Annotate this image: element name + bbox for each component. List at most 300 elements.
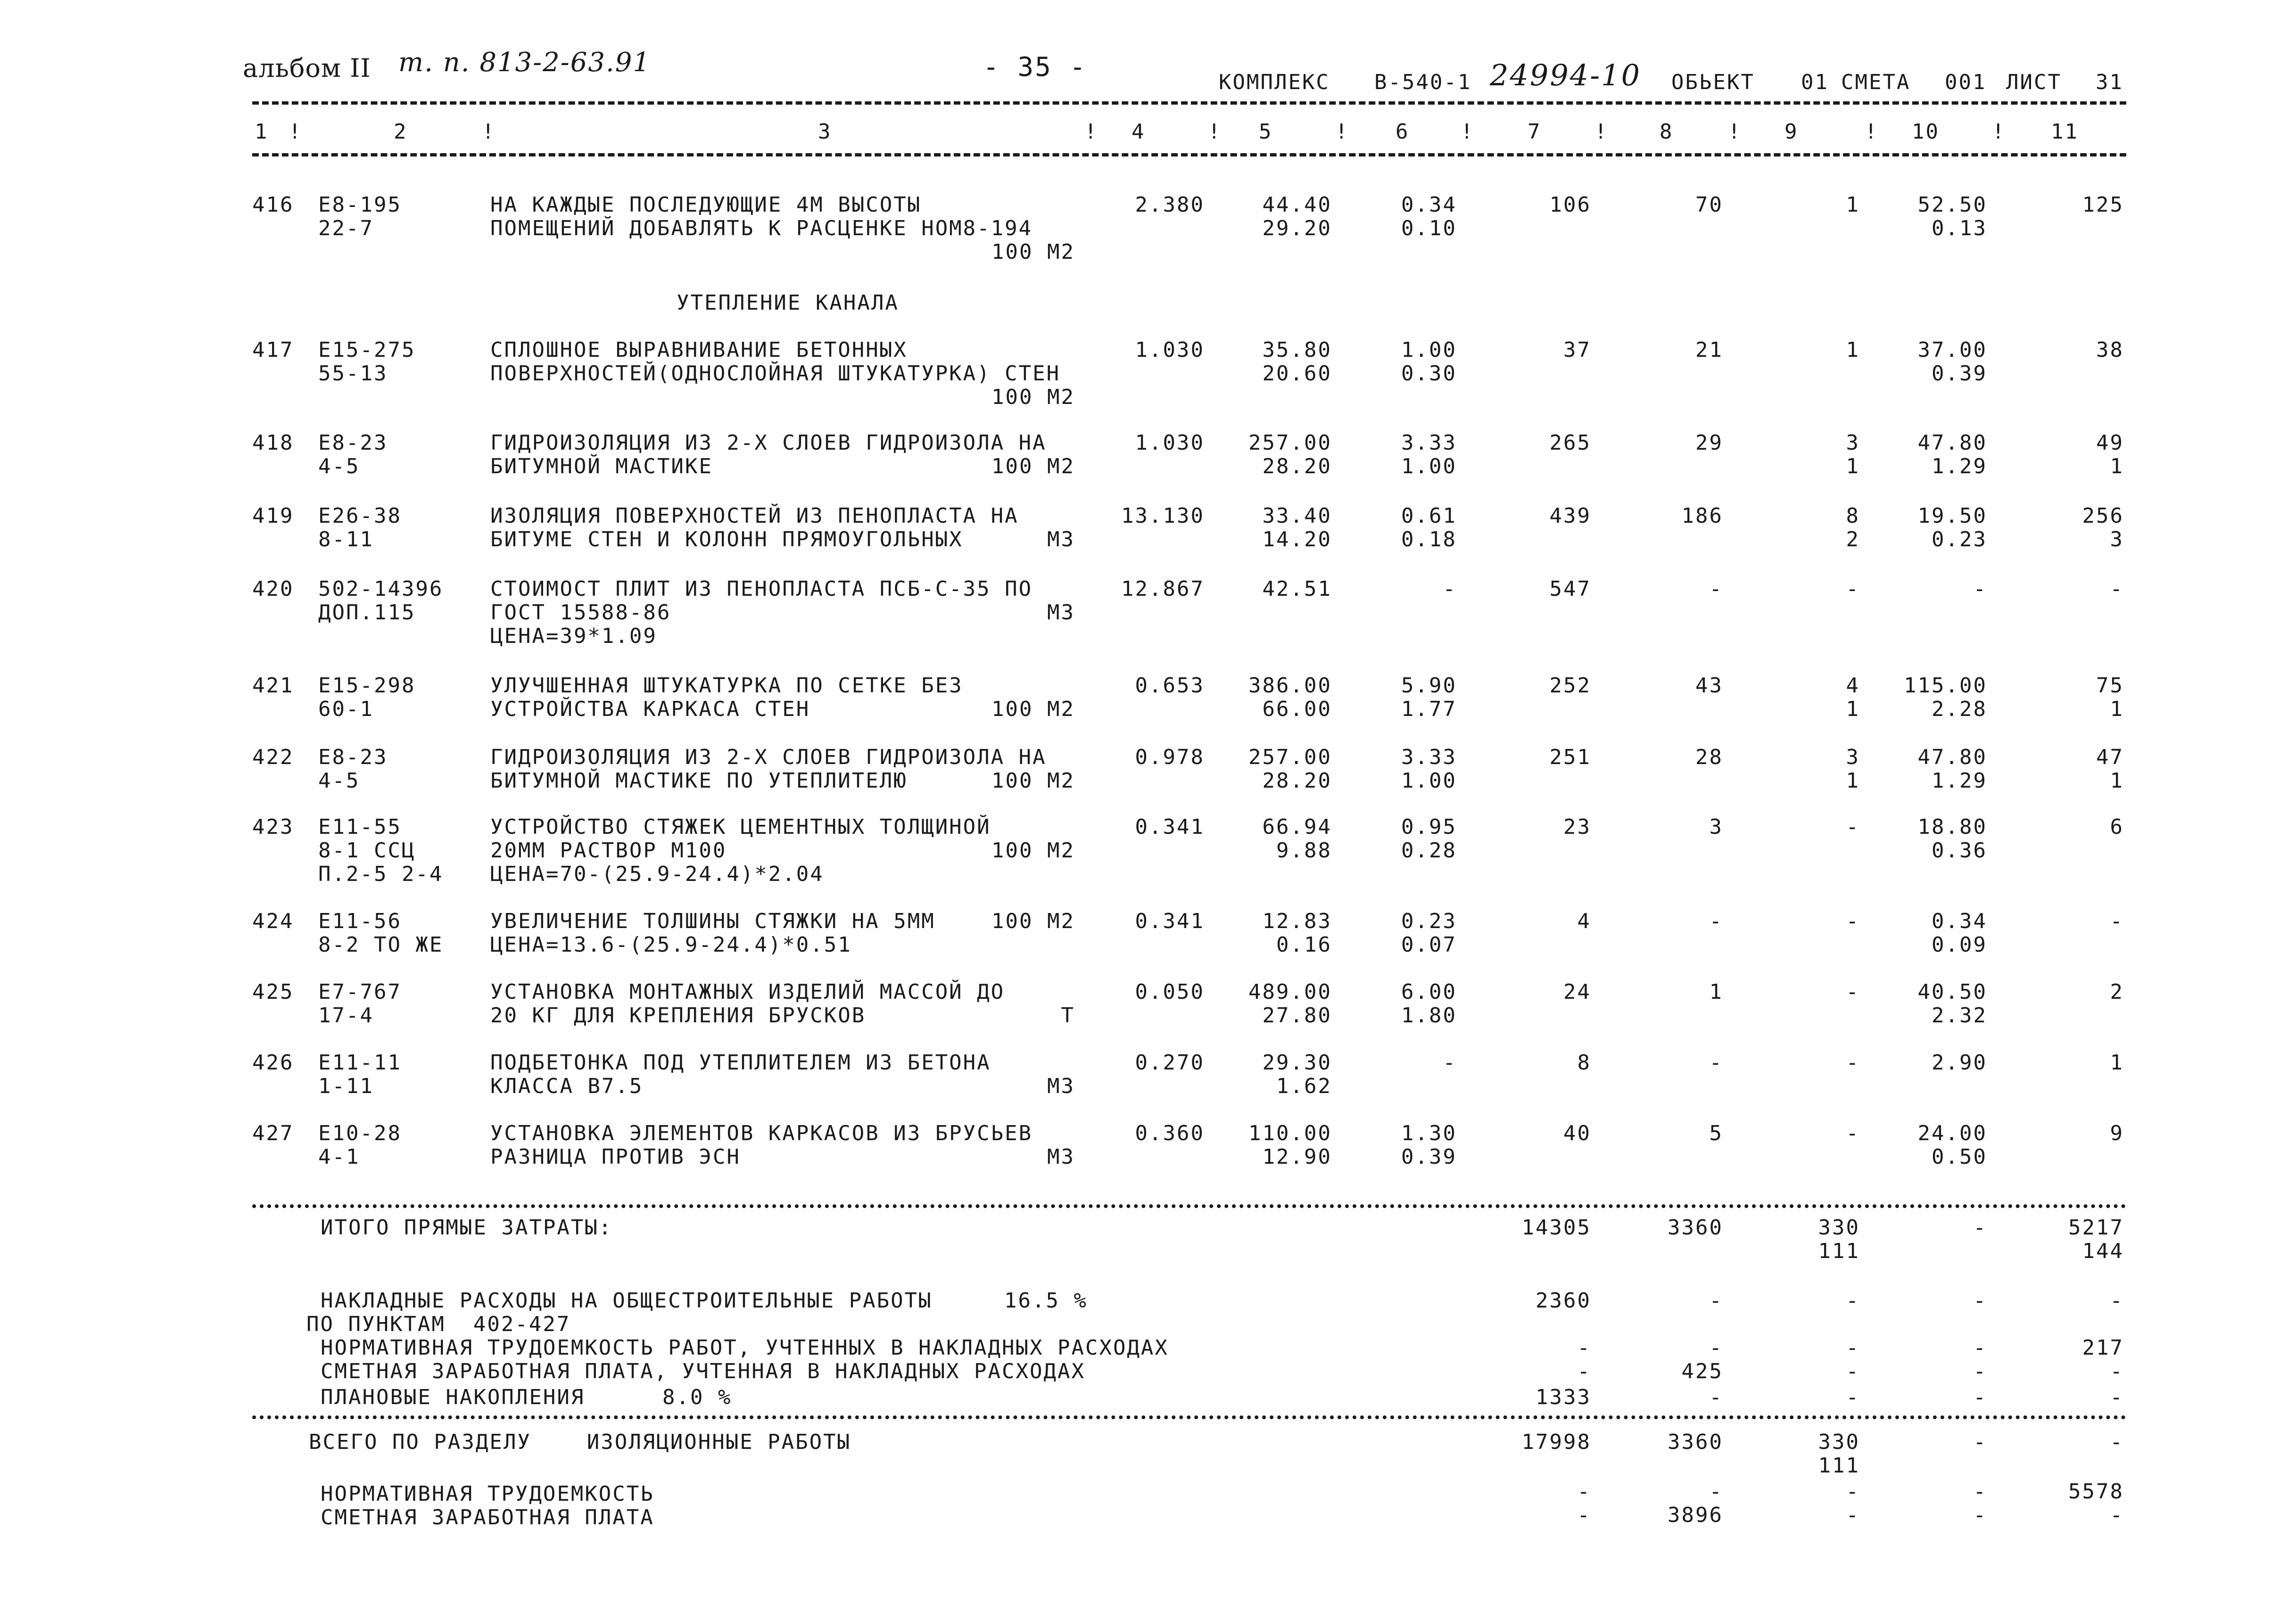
wage-c8: 3896 bbox=[1668, 1503, 1723, 1527]
column-separator: ! bbox=[1992, 120, 2006, 144]
row-col7: 547 bbox=[1549, 577, 1591, 601]
row-col9: - bbox=[1846, 577, 1860, 601]
row-col7: 265 bbox=[1549, 431, 1591, 455]
row-col8: - bbox=[1709, 909, 1723, 933]
row-col9: - bbox=[1846, 815, 1860, 839]
row-col5: 489.00 bbox=[1248, 980, 1332, 1004]
kompleks-value: В-540-1 bbox=[1374, 70, 1472, 94]
row-col6: 5.90 bbox=[1401, 674, 1457, 698]
row-unit: 100 М2 bbox=[991, 385, 1075, 409]
row-col11: 256 bbox=[2082, 504, 2124, 528]
row-col7: 8 bbox=[1577, 1051, 1591, 1075]
row-col6: 0.18 bbox=[1401, 527, 1457, 551]
direct-costs-c8: 3360 bbox=[1668, 1216, 1723, 1240]
row-unit: М3 bbox=[1047, 600, 1075, 625]
row-col6: 1.00 bbox=[1401, 454, 1457, 478]
list-label: ЛИСТ bbox=[2006, 70, 2062, 94]
row-description: БИТУМНОЙ МАСТИКЕ bbox=[490, 454, 713, 478]
row-description: УСТРОЙСТВО СТЯЖЕК ЦЕМЕНТНЫХ ТОЛЩИНОЙ bbox=[490, 815, 991, 839]
column-number-6: 6 bbox=[1396, 120, 1410, 144]
row-code: 8-11 bbox=[318, 527, 374, 551]
row-col10: 52.50 bbox=[1917, 193, 1987, 217]
column-number-9: 9 bbox=[1784, 120, 1799, 144]
norm-labor-overhead-c9: - bbox=[1846, 1336, 1860, 1360]
row-quantity: 12.867 bbox=[1121, 577, 1205, 601]
row-col6: 1.80 bbox=[1401, 1003, 1457, 1028]
row-col9: - bbox=[1846, 1051, 1860, 1075]
row-col9: 2 bbox=[1846, 527, 1860, 551]
row-col11: 1 bbox=[2110, 454, 2124, 478]
row-col5: 12.90 bbox=[1262, 1145, 1332, 1169]
list-value: 31 bbox=[2096, 70, 2123, 94]
row-col9: 8 bbox=[1846, 504, 1860, 528]
column-number-8: 8 bbox=[1660, 120, 1674, 144]
row-col6: 0.39 bbox=[1401, 1145, 1457, 1169]
row-col5: 20.60 bbox=[1262, 362, 1332, 386]
column-number-7: 7 bbox=[1528, 120, 1542, 144]
row-code: 17-4 bbox=[318, 1003, 374, 1028]
row-col5: 386.00 bbox=[1248, 674, 1332, 698]
row-col5: 27.80 bbox=[1262, 1003, 1332, 1028]
row-col6: 3.33 bbox=[1401, 745, 1457, 769]
overhead-label: НАКЛАДНЫЕ РАСХОДЫ НА ОБЩЕСТРОИТЕЛЬНЫЕ РАБОТЫ bbox=[321, 1289, 933, 1313]
row-col5: 42.51 bbox=[1262, 577, 1332, 601]
row-col8: 28 bbox=[1695, 745, 1723, 769]
section-total-c11: - bbox=[2110, 1430, 2124, 1454]
row-col5: 12.83 bbox=[1262, 909, 1332, 933]
row-col5: 14.20 bbox=[1262, 527, 1332, 551]
row-unit: М3 bbox=[1047, 1145, 1075, 1169]
planned-c8: - bbox=[1709, 1385, 1723, 1409]
row-description: НА КАЖДЫЕ ПОСЛЕДУЮЩИЕ 4М ВЫСОТЫ bbox=[490, 193, 922, 217]
row-description: СТОИМОСТ ПЛИТ ИЗ ПЕНОПЛАСТА ПСБ-С-35 ПО bbox=[490, 577, 1033, 601]
row-col5: 35.80 bbox=[1262, 338, 1332, 362]
row-number: 423 bbox=[252, 815, 294, 839]
row-description: БИТУМЕ СТЕН И КОЛОНН ПРЯМОУГОЛЬНЫХ bbox=[490, 527, 963, 551]
row-col6: 0.95 bbox=[1401, 815, 1457, 839]
row-col10: 0.34 bbox=[1932, 909, 1987, 933]
row-col8: 43 bbox=[1695, 674, 1723, 698]
row-description: УСТАНОВКА ЭЛЕМЕНТОВ КАРКАСОВ ИЗ БРУСЬЕВ bbox=[490, 1121, 1033, 1145]
row-quantity: 0.341 bbox=[1135, 909, 1205, 933]
planned-c10: - bbox=[1973, 1385, 1987, 1409]
row-col8: 21 bbox=[1695, 338, 1723, 362]
row-code: Е11-55 bbox=[318, 815, 402, 839]
wage-overhead-c8: 425 bbox=[1681, 1359, 1723, 1383]
row-col5: 257.00 bbox=[1248, 431, 1332, 455]
row-col11: 9 bbox=[2110, 1121, 2124, 1145]
album-label: альбом II bbox=[243, 53, 371, 83]
column-number-3: 3 bbox=[818, 120, 832, 144]
row-code: Е8-23 bbox=[318, 431, 388, 455]
column-separator: ! bbox=[1084, 120, 1098, 144]
row-col5: 257.00 bbox=[1248, 745, 1332, 769]
norm-labor-c7: - bbox=[1577, 1480, 1591, 1504]
wage-overhead-c9: - bbox=[1846, 1359, 1860, 1383]
row-quantity: 13.130 bbox=[1121, 504, 1205, 528]
column-separator: ! bbox=[1594, 120, 1609, 144]
section-total-c9: 111 bbox=[1818, 1454, 1860, 1478]
row-col7: 23 bbox=[1563, 815, 1591, 839]
row-description: УСТРОЙСТВА КАРКАСА СТЕН bbox=[490, 697, 810, 721]
row-unit: М3 bbox=[1047, 527, 1075, 551]
row-quantity: 1.030 bbox=[1135, 431, 1205, 455]
row-col10: 0.13 bbox=[1932, 216, 1987, 240]
direct-costs-c9: 330 bbox=[1818, 1216, 1860, 1240]
norm-labor-overhead-c8: - bbox=[1709, 1336, 1723, 1360]
row-col9: 1 bbox=[1846, 697, 1860, 721]
header-top-rule bbox=[252, 101, 2126, 105]
row-col9: 1 bbox=[1846, 193, 1860, 217]
planned-label: ПЛАНОВЫЕ НАКОПЛЕНИЯ bbox=[321, 1385, 585, 1409]
norm-labor-c9: - bbox=[1846, 1480, 1860, 1504]
row-col10: 0.36 bbox=[1932, 839, 1987, 863]
row-number: 424 bbox=[252, 909, 294, 933]
planned-c11: - bbox=[2110, 1385, 2124, 1409]
row-col6: 1.00 bbox=[1401, 338, 1457, 362]
row-quantity: 0.978 bbox=[1135, 745, 1205, 769]
row-code: Е15-275 bbox=[318, 338, 416, 362]
row-description: ПОДБЕТОНКА ПОД УТЕПЛИТЕЛЕМ ИЗ БЕТОНА bbox=[490, 1051, 991, 1075]
row-col6: - bbox=[1443, 577, 1457, 601]
column-separator: ! bbox=[1208, 120, 1222, 144]
row-code: 8-1 ССЦ bbox=[318, 839, 416, 863]
planned-c9: - bbox=[1846, 1385, 1860, 1409]
row-code: 4-5 bbox=[318, 454, 360, 478]
kompleks-label: КОМПЛЕКС bbox=[1219, 70, 1330, 94]
row-code: 60-1 bbox=[318, 697, 374, 721]
row-col9: - bbox=[1846, 980, 1860, 1004]
row-col11: 1 bbox=[2110, 769, 2124, 793]
row-description: ПОМЕЩЕНИЙ ДОБАВЛЯТЬ К РАСЦЕНКЕ НОМ8-194 bbox=[490, 216, 1033, 240]
section-total-c9: 330 bbox=[1818, 1430, 1860, 1454]
row-description: УСТАНОВКА МОНТАЖНЫХ ИЗДЕЛИЙ МАССОЙ ДО bbox=[490, 980, 1005, 1004]
row-quantity: 0.050 bbox=[1135, 980, 1205, 1004]
row-col10: - bbox=[1973, 577, 1987, 601]
row-quantity: 2.380 bbox=[1135, 193, 1205, 217]
row-col9: 4 bbox=[1846, 674, 1860, 698]
column-separator: ! bbox=[482, 120, 496, 144]
row-code: 55-13 bbox=[318, 362, 388, 386]
direct-costs-c7: 14305 bbox=[1521, 1216, 1591, 1240]
row-col6: 6.00 bbox=[1401, 980, 1457, 1004]
row-col7: 40 bbox=[1563, 1121, 1591, 1145]
row-description: ПОВЕРХНОСТЕЙ(ОДНОСЛОЙНАЯ ШТУКАТУРКА) СТЕН bbox=[490, 362, 1061, 386]
header-bottom-rule bbox=[252, 153, 2126, 156]
row-code: П.2-5 2-4 bbox=[318, 862, 444, 886]
row-col10: 2.32 bbox=[1932, 1003, 1987, 1028]
column-separator: ! bbox=[1728, 120, 1742, 144]
smeta-value: 001 bbox=[1945, 70, 1987, 94]
norm-labor-overhead-label: НОРМАТИВНАЯ ТРУДОЕМКОСТЬ РАБОТ, УЧТЕННЫХ В НАКЛАДНЫХ РАСХОДАХ bbox=[321, 1336, 1169, 1360]
row-col10: 37.00 bbox=[1917, 338, 1987, 362]
overhead-c11: - bbox=[2110, 1289, 2124, 1313]
row-col7: 251 bbox=[1549, 745, 1591, 769]
norm-labor-c11: 5578 bbox=[2068, 1480, 2124, 1504]
row-col6: 3.33 bbox=[1401, 431, 1457, 455]
row-col8: 5 bbox=[1709, 1121, 1723, 1145]
row-quantity: 0.360 bbox=[1135, 1121, 1205, 1145]
row-col5: 66.00 bbox=[1262, 697, 1332, 721]
norm-labor-c8: - bbox=[1709, 1480, 1723, 1504]
row-number: 418 bbox=[252, 431, 294, 455]
album-handwritten-number: т. п. 813-2-63.91 bbox=[398, 47, 651, 78]
row-col6: 0.10 bbox=[1401, 216, 1457, 240]
row-description: ИЗОЛЯЦИЯ ПОВЕРХНОСТЕЙ ИЗ ПЕНОПЛАСТА НА bbox=[490, 504, 1019, 528]
row-col8: 70 bbox=[1695, 193, 1723, 217]
overhead-c7: 2360 bbox=[1536, 1289, 1591, 1313]
row-col5: 1.62 bbox=[1276, 1074, 1332, 1098]
row-col9: 1 bbox=[1846, 769, 1860, 793]
row-number: 420 bbox=[252, 577, 294, 601]
row-col6: 1.30 bbox=[1401, 1121, 1457, 1145]
direct-costs-c10: - bbox=[1973, 1216, 1987, 1240]
row-number: 417 bbox=[252, 338, 294, 362]
row-unit: М3 bbox=[1047, 1074, 1075, 1098]
row-number: 422 bbox=[252, 745, 294, 769]
row-col10: 18.80 bbox=[1917, 815, 1987, 839]
wage-label: СМЕТНАЯ ЗАРАБОТНАЯ ПЛАТА bbox=[321, 1505, 654, 1530]
row-col10: 0.50 bbox=[1932, 1145, 1987, 1169]
row-description: БИТУМНОЙ МАСТИКЕ ПО УТЕПЛИТЕЛЮ bbox=[490, 769, 908, 793]
row-description: КЛАССА В7.5 bbox=[490, 1074, 644, 1098]
row-description: ЦЕНА=13.6-(25.9-24.4)*0.51 bbox=[490, 933, 852, 957]
smeta-label: СМЕТА bbox=[1841, 70, 1911, 94]
wage-c9: - bbox=[1846, 1503, 1860, 1527]
row-col11: 1 bbox=[2110, 1051, 2124, 1075]
row-col8: - bbox=[1709, 577, 1723, 601]
row-unit: 100 М2 bbox=[991, 909, 1075, 933]
row-description: ГИДРОИЗОЛЯЦИЯ ИЗ 2-Х СЛОЕВ ГИДРОИЗОЛА НА bbox=[490, 431, 1047, 455]
row-col6: 0.30 bbox=[1401, 362, 1457, 386]
direct-costs-c9: 111 bbox=[1818, 1239, 1860, 1263]
row-description: РАЗНИЦА ПРОТИВ ЭСН bbox=[490, 1145, 741, 1169]
page-number: - 35 - bbox=[983, 52, 1087, 82]
row-unit: 100 М2 bbox=[991, 697, 1075, 721]
row-unit: 100 М2 bbox=[991, 839, 1075, 863]
section-total-label: ВСЕГО ПО РАЗДЕЛУ ИЗОЛЯЦИОННЫЕ РАБОТЫ bbox=[309, 1430, 851, 1454]
row-col11: 47 bbox=[2096, 745, 2124, 769]
row-col5: 44.40 bbox=[1262, 193, 1332, 217]
planned-c7: 1333 bbox=[1536, 1385, 1591, 1409]
row-col5: 29.20 bbox=[1262, 216, 1332, 240]
row-code: Е7-767 bbox=[318, 980, 402, 1004]
row-col11: 38 bbox=[2096, 338, 2124, 362]
row-col6: 0.61 bbox=[1401, 504, 1457, 528]
row-description: ГОСТ 15588-86 bbox=[490, 600, 671, 625]
row-description: СПЛОШНОЕ ВЫРАВНИВАНИЕ БЕТОННЫХ bbox=[490, 338, 908, 362]
row-col11: 125 bbox=[2082, 193, 2124, 217]
direct-costs-label: ИТОГО ПРЯМЫЕ ЗАТРАТЫ: bbox=[321, 1216, 613, 1240]
row-unit: Т bbox=[1061, 1003, 1075, 1028]
row-code: Е10-28 bbox=[318, 1121, 402, 1145]
row-unit: 100 М2 bbox=[991, 769, 1075, 793]
column-separator: ! bbox=[1461, 120, 1475, 144]
totals-top-rule bbox=[252, 1204, 2126, 1208]
column-number-2: 2 bbox=[394, 120, 408, 144]
section-total-c8: 3360 bbox=[1668, 1430, 1723, 1454]
row-col6: 0.28 bbox=[1401, 839, 1457, 863]
overhead-items: ПО ПУНКТАМ 402-427 bbox=[306, 1312, 571, 1336]
row-code: 502-14396 bbox=[318, 577, 444, 601]
row-col9: 1 bbox=[1846, 338, 1860, 362]
row-col6: 0.34 bbox=[1401, 193, 1457, 217]
row-col5: 66.94 bbox=[1262, 815, 1332, 839]
norm-labor-label: НОРМАТИВНАЯ ТРУДОЕМКОСТЬ bbox=[321, 1482, 654, 1506]
section-total-rule bbox=[252, 1415, 2126, 1419]
row-col6: 0.23 bbox=[1401, 909, 1457, 933]
norm-labor-overhead-c7: - bbox=[1577, 1336, 1591, 1360]
row-number: 426 bbox=[252, 1051, 294, 1075]
row-unit: 100 М2 bbox=[991, 454, 1075, 478]
column-separator: ! bbox=[289, 120, 303, 144]
row-description: УВЕЛИЧЕНИЕ ТОЛШИНЫ СТЯЖКИ НА 5ММ bbox=[490, 909, 935, 933]
row-col8: 3 bbox=[1709, 815, 1723, 839]
row-col8: 1 bbox=[1709, 980, 1723, 1004]
row-col6: 0.07 bbox=[1401, 933, 1457, 957]
row-col10: 1.29 bbox=[1932, 454, 1987, 478]
row-col7: 37 bbox=[1563, 338, 1591, 362]
row-col7: 252 bbox=[1549, 674, 1591, 698]
overhead-c8: - bbox=[1709, 1289, 1723, 1313]
kompleks-handwritten: 24994-10 bbox=[1490, 58, 1642, 92]
row-code: Е26-38 bbox=[318, 504, 402, 528]
wage-c10: - bbox=[1973, 1503, 1987, 1527]
row-col7: 106 bbox=[1549, 193, 1591, 217]
row-col11: - bbox=[2110, 909, 2124, 933]
row-description: УЛУЧШЕННАЯ ШТУКАТУРКА ПО СЕТКЕ БЕЗ bbox=[490, 674, 963, 698]
row-col10: 0.23 bbox=[1932, 527, 1987, 551]
row-col7: 439 bbox=[1549, 504, 1591, 528]
wage-overhead-c11: - bbox=[2110, 1359, 2124, 1383]
row-col8: 29 bbox=[1695, 431, 1723, 455]
norm-labor-overhead-c10: - bbox=[1973, 1336, 1987, 1360]
planned-percent: 8.0 % bbox=[662, 1385, 732, 1409]
row-col9: 3 bbox=[1846, 431, 1860, 455]
column-number-1: 1 bbox=[255, 120, 269, 144]
column-number-11: 11 bbox=[2051, 120, 2079, 144]
row-code: 22-7 bbox=[318, 216, 374, 240]
row-col7: 4 bbox=[1577, 909, 1591, 933]
row-col9: 1 bbox=[1846, 454, 1860, 478]
row-col10: 24.00 bbox=[1917, 1121, 1987, 1145]
row-col9: 3 bbox=[1846, 745, 1860, 769]
row-col6: 1.00 bbox=[1401, 769, 1457, 793]
row-col10: 19.50 bbox=[1917, 504, 1987, 528]
row-col11: 1 bbox=[2110, 697, 2124, 721]
row-unit: 100 М2 bbox=[991, 240, 1075, 264]
row-col10: 40.50 bbox=[1917, 980, 1987, 1004]
row-col11: 2 bbox=[2110, 980, 2124, 1004]
wage-c7: - bbox=[1577, 1503, 1591, 1527]
overhead-percent: 16.5 % bbox=[1004, 1289, 1088, 1313]
overhead-c9: - bbox=[1846, 1289, 1860, 1313]
row-col5: 110.00 bbox=[1248, 1121, 1332, 1145]
section-total-c7: 17998 bbox=[1521, 1430, 1591, 1454]
row-col5: 29.30 bbox=[1262, 1051, 1332, 1075]
row-code: Е8-195 bbox=[318, 193, 402, 217]
row-col10: 1.29 bbox=[1932, 769, 1987, 793]
row-description: 20ММ РАСТВОР М100 bbox=[490, 839, 727, 863]
row-number: 425 bbox=[252, 980, 294, 1004]
column-separator: ! bbox=[1335, 120, 1349, 144]
row-code: ДОП.115 bbox=[318, 600, 416, 625]
row-col7: 24 bbox=[1563, 980, 1591, 1004]
row-description: ЦЕНА=70-(25.9-24.4)*2.04 bbox=[490, 862, 824, 886]
direct-costs-c11: 5217 bbox=[2068, 1216, 2124, 1240]
wage-overhead-c10: - bbox=[1973, 1359, 1987, 1383]
row-col11: 3 bbox=[2110, 527, 2124, 551]
row-code: Е8-23 bbox=[318, 745, 388, 769]
row-code: 4-1 bbox=[318, 1145, 360, 1169]
row-code: 8-2 ТО ЖЕ bbox=[318, 933, 444, 957]
row-col11: 6 bbox=[2110, 815, 2124, 839]
column-number-4: 4 bbox=[1131, 120, 1146, 144]
row-col11: - bbox=[2110, 577, 2124, 601]
wage-overhead-c7: - bbox=[1577, 1359, 1591, 1383]
row-col10: 2.28 bbox=[1932, 697, 1987, 721]
section-total-c10: - bbox=[1973, 1430, 1987, 1454]
direct-costs-c11: 144 bbox=[2082, 1239, 2124, 1263]
row-col10: 0.09 bbox=[1932, 933, 1987, 957]
row-number: 427 bbox=[252, 1121, 294, 1145]
row-description: ГИДРОИЗОЛЯЦИЯ ИЗ 2-Х СЛОЕВ ГИДРОИЗОЛА НА bbox=[490, 745, 1047, 769]
wage-c11: - bbox=[2110, 1503, 2124, 1527]
row-code: Е11-56 bbox=[318, 909, 402, 933]
column-separator: ! bbox=[1865, 120, 1879, 144]
section-title: УТЕПЛЕНИЕ КАНАЛА bbox=[677, 291, 899, 315]
column-number-5: 5 bbox=[1259, 120, 1273, 144]
wage-overhead-label: СМЕТНАЯ ЗАРАБОТНАЯ ПЛАТА, УЧТЕННАЯ В НАКЛАДНЫХ РАСХОДАХ bbox=[321, 1359, 1085, 1383]
row-col5: 0.16 bbox=[1276, 933, 1332, 957]
row-col9: - bbox=[1846, 1121, 1860, 1145]
row-quantity: 0.653 bbox=[1135, 674, 1205, 698]
row-col6: 1.77 bbox=[1401, 697, 1457, 721]
row-col10: 0.39 bbox=[1932, 362, 1987, 386]
row-number: 416 bbox=[252, 193, 294, 217]
row-quantity: 1.030 bbox=[1135, 338, 1205, 362]
row-col5: 9.88 bbox=[1276, 839, 1332, 863]
overhead-c10: - bbox=[1973, 1289, 1987, 1313]
row-col8: - bbox=[1709, 1051, 1723, 1075]
row-col8: 186 bbox=[1681, 504, 1723, 528]
row-description: 20 КГ ДЛЯ КРЕПЛЕНИЯ БРУСКОВ bbox=[490, 1003, 866, 1028]
row-col5: 28.20 bbox=[1262, 769, 1332, 793]
row-code: 1-11 bbox=[318, 1074, 374, 1098]
row-col6: - bbox=[1443, 1051, 1457, 1075]
row-quantity: 0.341 bbox=[1135, 815, 1205, 839]
column-number-10: 10 bbox=[1912, 120, 1940, 144]
norm-labor-c10: - bbox=[1973, 1480, 1987, 1504]
object-label: ОБЬЕКТ bbox=[1671, 70, 1755, 94]
row-quantity: 0.270 bbox=[1135, 1051, 1205, 1075]
row-code: 4-5 bbox=[318, 769, 360, 793]
norm-labor-overhead-c11: 217 bbox=[2082, 1336, 2124, 1360]
row-col5: 33.40 bbox=[1262, 504, 1332, 528]
row-description: ЦЕНА=39*1.09 bbox=[490, 624, 657, 648]
row-number: 421 bbox=[252, 674, 294, 698]
row-col5: 28.20 bbox=[1262, 454, 1332, 478]
row-col9: - bbox=[1846, 909, 1860, 933]
row-code: Е11-11 bbox=[318, 1051, 402, 1075]
row-code: Е15-298 bbox=[318, 674, 416, 698]
row-col11: 49 bbox=[2096, 431, 2124, 455]
row-col10: 2.90 bbox=[1932, 1051, 1987, 1075]
object-value: 01 bbox=[1801, 70, 1829, 94]
row-col10: 47.80 bbox=[1917, 431, 1987, 455]
row-col10: 47.80 bbox=[1917, 745, 1987, 769]
row-col10: 115.00 bbox=[1904, 674, 1987, 698]
